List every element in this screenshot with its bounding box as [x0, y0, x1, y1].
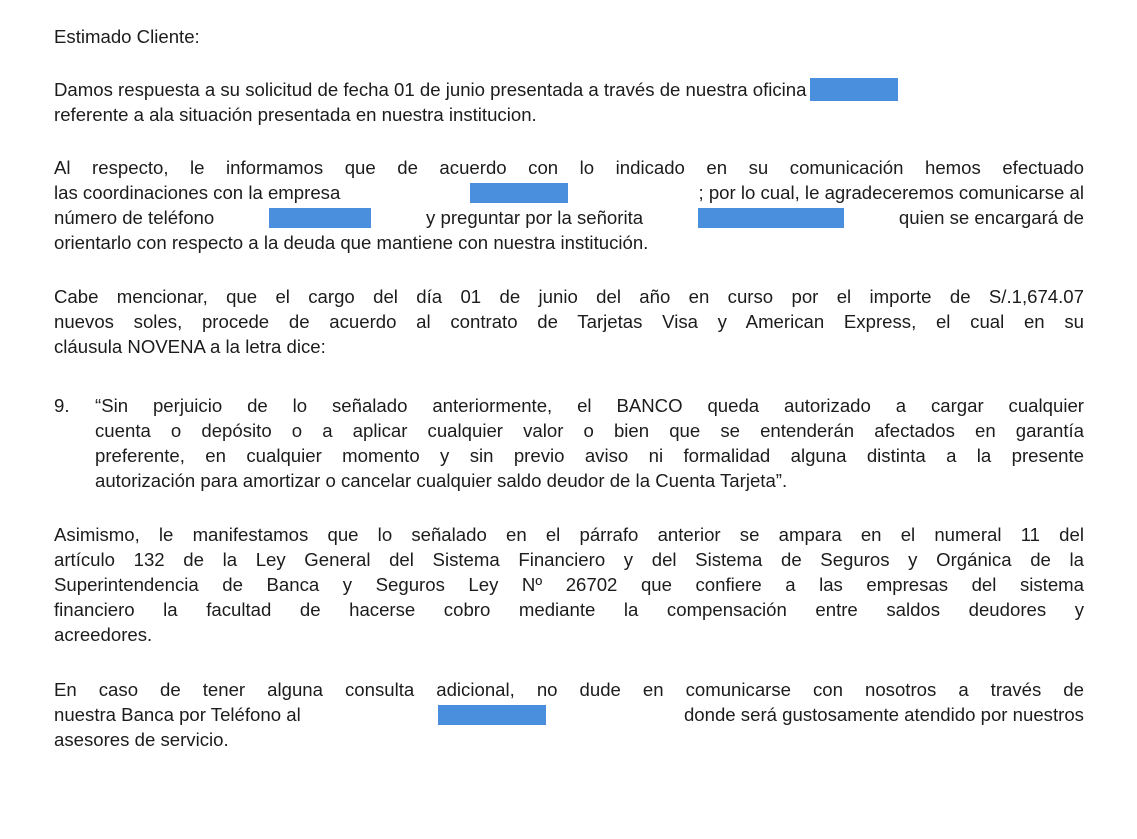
p3-line-3: cláusula NOVENA a la letra dice:: [54, 336, 326, 357]
redacted-phone-number: [269, 208, 371, 228]
p4-line-3: Superintendencia de Banca y Seguros Ley Nº 26702 que confiere a las empresas del sistema: [54, 574, 1084, 595]
p5-line-2: nuestra Banca por Teléfono al donde será gustosamente atendido por nuestros: [54, 704, 1084, 725]
p4-line-4: financiero la facultad de hacerse cobro mediante la compensación entre saldos deudores y: [54, 599, 1084, 620]
p1-line-2: referente a ala situación presentada en nuestra institucion.: [54, 104, 537, 125]
p2-line-3: número de teléfono y preguntar por la señorita quien se encargará de: [54, 207, 1084, 228]
p3-line-1: Cabe mencionar, que el cargo del día 01 de junio del año en curso por el importe de S/.1,674.07: [54, 286, 1084, 307]
redacted-contact-name: [698, 208, 844, 228]
p1-line-1: Damos respuesta a su solicitud de fecha 01 de junio presentada a través de nuestra oficina: [54, 77, 898, 102]
clause-line-2: cuenta o depósito o a aplicar cualquier valor o bien que se entenderán afectados en garantía: [95, 420, 1084, 441]
p4-line-2: artículo 132 de la Ley General del Sistema Financiero y del Sistema de Seguros y Orgánica de la: [54, 549, 1084, 570]
clause-number: 9.: [54, 395, 70, 416]
clause-line-4: autorización para amortizar o cancelar cualquier saldo deudor de la Cuenta Tarjeta”.: [95, 470, 788, 491]
redacted-company-name: [470, 183, 568, 203]
p3-line-2: nuevos soles, procede de acuerdo al contrato de Tarjetas Visa y American Express, el cual en su: [54, 311, 1084, 332]
redacted-office-name: [810, 78, 898, 101]
greeting: Estimado Cliente:: [54, 26, 200, 47]
p5-line-1: En caso de tener alguna consulta adicional, no dude en comunicarse con nosotros a través de: [54, 679, 1084, 700]
p2-line-2: las coordinaciones con la empresa ; por lo cual, le agradeceremos comunicarse al: [54, 182, 1084, 203]
p2-line-4: orientarlo con respecto a la deuda que mantiene con nuestra institución.: [54, 232, 649, 253]
clause-line-3: preferente, en cualquier momento y sin previo aviso ni formalidad alguna distinta a la presente: [95, 445, 1084, 466]
p4-line-1: Asimismo, le manifestamos que lo señalado en el párrafo anterior se ampara en el numeral 11 del: [54, 524, 1084, 545]
p5-line-3: asesores de servicio.: [54, 729, 229, 750]
redacted-bank-phone: [438, 705, 546, 725]
p4-line-5: acreedores.: [54, 624, 153, 645]
clause-line-1: “Sin perjuicio de lo señalado anteriormente, el BANCO queda autorizado a cargar cualquier: [95, 395, 1084, 416]
p2-line-1: Al respecto, le informamos que de acuerdo con lo indicado en su comunicación hemos efectuado: [54, 157, 1084, 178]
